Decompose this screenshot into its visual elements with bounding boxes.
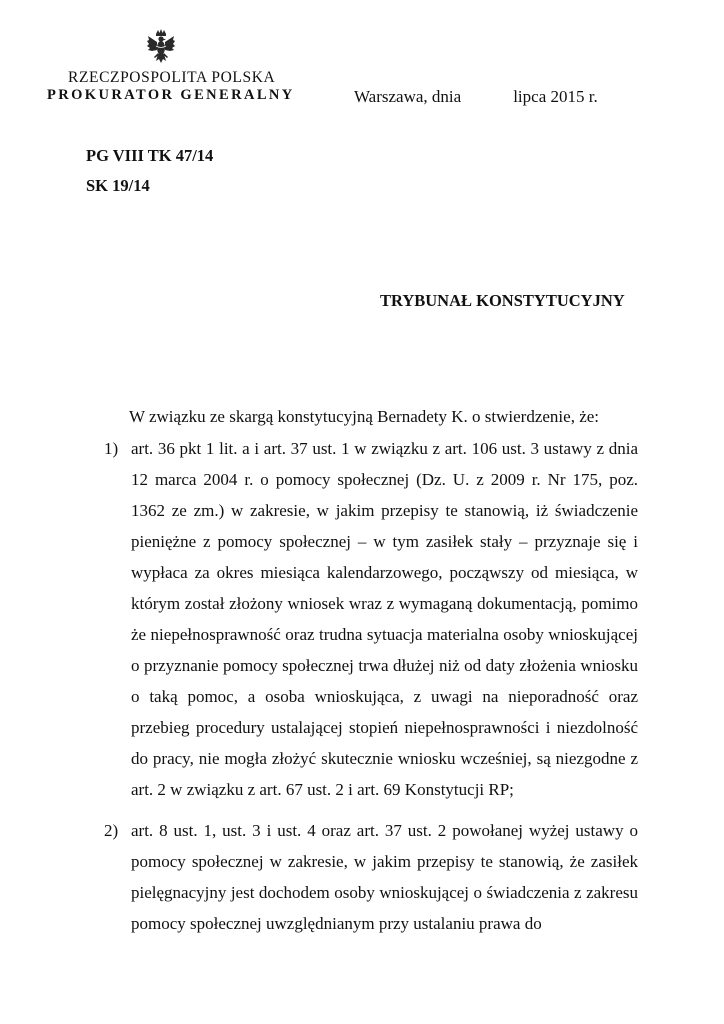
case-reference-1: PG VIII TK 47/14 bbox=[86, 146, 214, 165]
place-date-prefix: Warszawa, dnia bbox=[354, 87, 462, 106]
list-item-number: 2) bbox=[104, 821, 119, 840]
institution-name: RZECZPOSPOLITA POLSKA bbox=[68, 69, 276, 86]
place-and-date bbox=[354, 87, 598, 107]
list-item bbox=[104, 815, 638, 939]
list-item-text: art. 36 pkt 1 lit. a i art. 37 ust. 1 w związku z art. 106 ust. 3 ustawy z dnia 12 marca 2004 r. o pomocy społecznej (Dz. U. z 2009 r. Nr 175, poz. 1362 ze zm.) w zakresie, w jakim przepisy te stanowią, iż świadczenie pieniężne z pomocy społecznej – w tym zasiłek stały – przyznaje się i wypłaca za okres miesiąca kalendarzowego, począwszy od miesiąca, w którym został złożony wniosek wraz z wymaganą dokumentacją, pomimo że niepełnosprawność oraz trudna sytuacja materialna osoby wnioskującej o przyznanie pomocy społecznej trwa dłużej niż od daty złożenia wniosku o taką pomoc, a osoba wnioskująca, z uwagi na nieporadność oraz przebieg procedury ustalającej stopień niepełnosprawności i niezdolność do pracy, nie mogła złożyć skutecznie wniosku wcześniej, są niezgodne z art. 2 w związku z art. 67 ust. 2 i art. 69 Konstytucji RP; bbox=[131, 439, 638, 799]
case-reference-2: SK 19/14 bbox=[86, 176, 150, 195]
place-date-suffix: lipca 2015 r. bbox=[513, 87, 598, 106]
intro-paragraph: W związku ze skargą konstytucyjną Bernadety K. o stwierdzenie, że: bbox=[129, 407, 600, 426]
addressee: TRYBUNAŁ KONSTYTUCYJNY bbox=[380, 291, 625, 310]
institution-office: PROKURATOR GENERALNY bbox=[47, 87, 295, 103]
list-item-number: 1) bbox=[104, 439, 119, 458]
polish-eagle-emblem-icon bbox=[146, 28, 176, 66]
list-item-text: art. 8 ust. 1, ust. 3 i ust. 4 oraz art. 37 ust. 2 powołanej wyżej ustawy o pomocy społecznej w zakresie, w jakim przepisy te stanowią, że zasiłek pielęgnacyjny jest dochodem osoby wnioskującej o świadczenia z zakresu pomocy społecznej uwzględnianym przy ustalaniu prawa do bbox=[131, 821, 638, 933]
list-item bbox=[104, 433, 638, 805]
